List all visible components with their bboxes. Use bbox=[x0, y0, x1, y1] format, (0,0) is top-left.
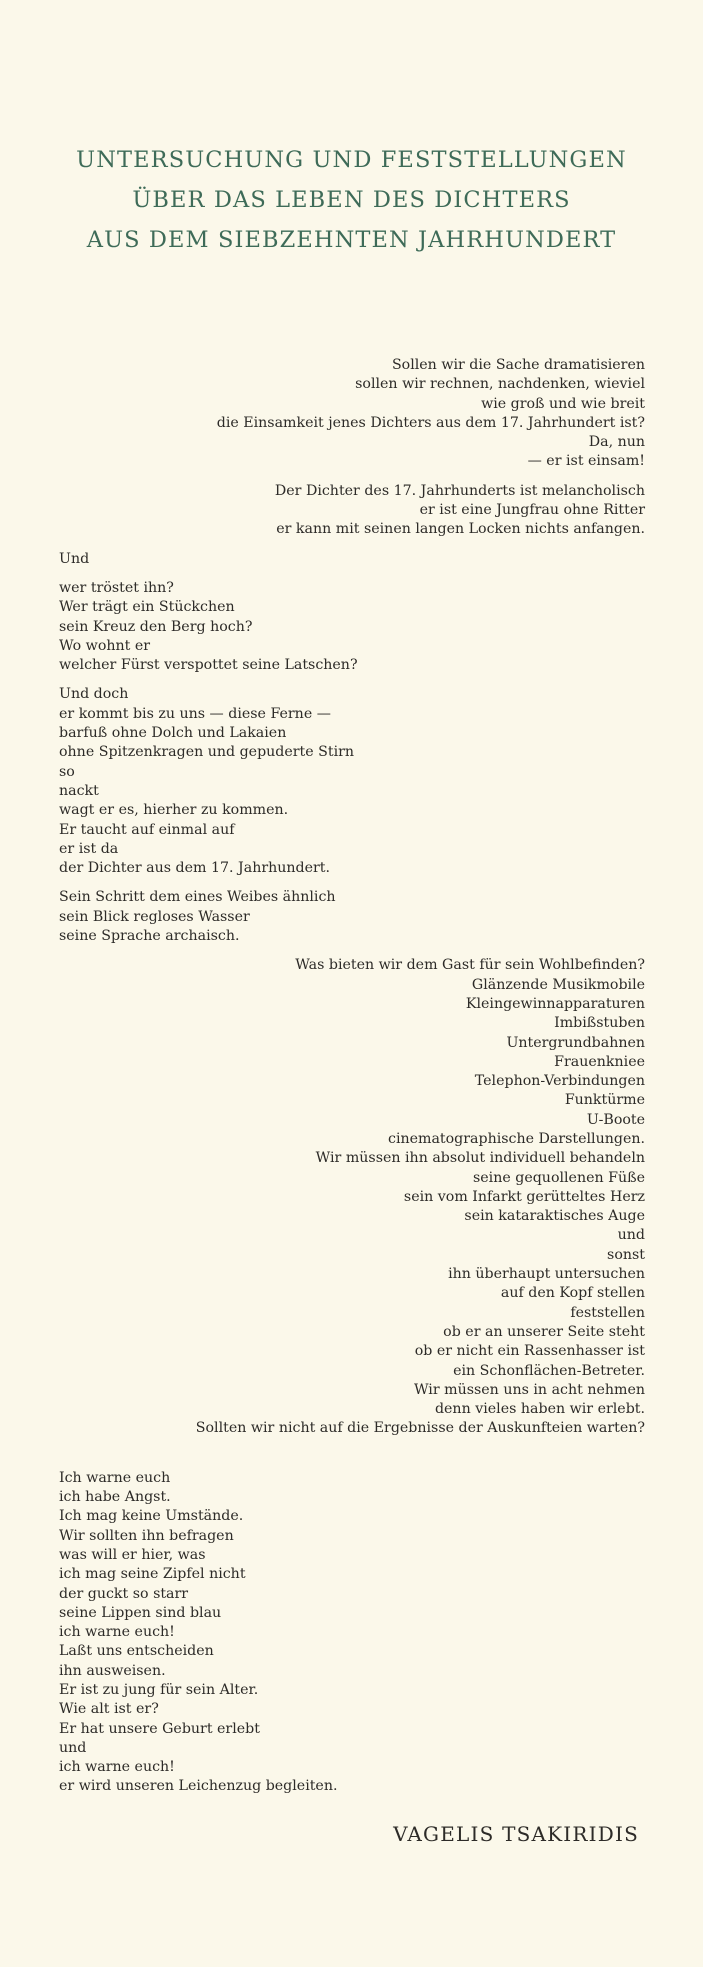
poem-line: ob er nicht ein Rassenhasser ist bbox=[414, 1343, 645, 1360]
poem-line: er ist da bbox=[59, 840, 119, 857]
stanza bbox=[59, 1469, 645, 1797]
poem-line: er kommt bis zu uns — diese Ferne — bbox=[59, 705, 331, 722]
poem-line: und bbox=[59, 1739, 87, 1756]
stanza bbox=[59, 685, 645, 878]
poem-line: Da, nun bbox=[588, 434, 645, 451]
poem-line: Ich mag keine Umstände. bbox=[59, 1508, 244, 1525]
poem-line: Telephon-Verbindungen bbox=[474, 1073, 645, 1090]
poem-line: Wer trägt ein Stückchen bbox=[59, 599, 235, 616]
poem-line: ihn ausweisen. bbox=[59, 1662, 166, 1679]
stanza bbox=[59, 550, 645, 569]
poem-line: Laßt uns entscheiden bbox=[59, 1643, 214, 1660]
author-name: VAGELIS TSAKIRIDIS bbox=[393, 1822, 639, 1846]
poem-line: sein kataraktisches Auge bbox=[464, 1208, 645, 1225]
poem-line: nackt bbox=[59, 782, 99, 799]
stanza bbox=[59, 888, 645, 946]
poem-line: ich warne euch! bbox=[59, 1624, 175, 1641]
poem-line: U-Boote bbox=[586, 1111, 645, 1128]
poem-line: Sollen wir die Sache dramatisieren bbox=[391, 357, 645, 373]
poem-line: sein vom Infarkt gerütteltes Herz bbox=[403, 1188, 645, 1205]
poem-line: Ich warne euch bbox=[59, 1469, 171, 1486]
poem-line: Wo wohnt er bbox=[59, 637, 151, 654]
poem-line: Sein Schritt dem eines Weibes ähnlich bbox=[59, 889, 336, 906]
poem-line: Untergrundbahnen bbox=[506, 1034, 645, 1051]
poem-line: ich habe Angst. bbox=[59, 1489, 171, 1506]
poem-line: seine Sprache archaisch. bbox=[59, 928, 240, 945]
stanza bbox=[59, 356, 645, 472]
poem-line: wagt er es, hierher zu kommen. bbox=[59, 802, 289, 819]
poem-line: er ist eine Jungfrau ohne Ritter bbox=[419, 502, 645, 519]
poem-line: so bbox=[59, 763, 75, 780]
poem-line: wie groß und wie breit bbox=[481, 395, 645, 412]
poem-line: was will er hier, was bbox=[59, 1546, 206, 1563]
poem-line: wer tröstet ihn? bbox=[59, 579, 174, 596]
poem-line: Wir sollten ihn befragen bbox=[59, 1527, 234, 1544]
poem-line: Kleingewinnapparaturen bbox=[465, 995, 645, 1012]
poem-line: Glänzende Musikmobile bbox=[471, 976, 645, 993]
poem-line: barfuß ohne Dolch und Lakaien bbox=[59, 725, 287, 742]
poem-line: ob er an unserer Seite steht bbox=[443, 1323, 645, 1340]
poem-line: ich warne euch! bbox=[59, 1759, 175, 1776]
poem-line: Wie alt ist er? bbox=[59, 1701, 159, 1718]
poem-line: Sollten wir nicht auf die Ergebnisse der Auskunfteien warten? bbox=[195, 1420, 645, 1437]
poem-line: Und doch bbox=[59, 686, 129, 703]
poem-line: Wir müssen ihn absolut individuell behandeln bbox=[315, 1150, 645, 1167]
poem-title bbox=[0, 140, 703, 260]
poem-line: Er hat unsere Geburt erlebt bbox=[59, 1720, 260, 1737]
title-line: ÜBER DAS LEBEN DES DICHTERS bbox=[132, 187, 571, 213]
poem-line: Wir müssen uns in acht nehmen bbox=[413, 1381, 645, 1398]
poem-line: die Einsamkeit jenes Dichters aus dem 17. Jahrhundert ist? bbox=[216, 414, 645, 431]
poem-line: er kann mit seinen langen Locken nichts anfangen. bbox=[276, 521, 645, 538]
poem-line: Er taucht auf einmal auf bbox=[59, 821, 235, 838]
poem-line: ihn überhaupt untersuchen bbox=[448, 1266, 645, 1283]
poem-line: und bbox=[617, 1227, 645, 1244]
poem-line: Funktürme bbox=[564, 1092, 645, 1109]
poem-line: ohne Spitzenkragen und gepuderte Stirn bbox=[59, 744, 355, 761]
stanza bbox=[59, 956, 645, 1438]
poem-line: seine Lippen sind blau bbox=[59, 1604, 222, 1621]
poem-line: — er ist einsam! bbox=[527, 453, 645, 470]
poem-line: er wird unseren Leichenzug begleiten. bbox=[59, 1778, 338, 1795]
poem-line: seine gequollenen Füße bbox=[472, 1169, 645, 1186]
poem-line: Frauenkniee bbox=[554, 1053, 645, 1070]
poem-line: cinematographische Darstellungen. bbox=[388, 1130, 645, 1147]
poem-line: welcher Fürst verspottet seine Latschen? bbox=[59, 657, 358, 674]
poem-line: sein Kreuz den Berg hoch? bbox=[59, 618, 253, 635]
poem-body bbox=[59, 356, 645, 1797]
poem-line: Er ist zu jung für sein Alter. bbox=[59, 1682, 259, 1698]
stanza bbox=[59, 482, 645, 540]
poem-line: Imbißstuben bbox=[554, 1015, 645, 1032]
title-line: UNTERSUCHUNG UND FESTSTELLUNGEN bbox=[76, 147, 627, 173]
title-line: AUS DEM SIEBZEHNTEN JAHRHUNDERT bbox=[86, 227, 617, 253]
poem-line: ich mag seine Zipfel nicht bbox=[59, 1566, 246, 1583]
stanza bbox=[59, 579, 645, 675]
poem-line: sollen wir rechnen, nachdenken, wieviel bbox=[355, 376, 645, 393]
poem-line: denn vieles haben wir erlebt. bbox=[434, 1401, 645, 1418]
poem-line: der Dichter aus dem 17. Jahrhundert. bbox=[59, 860, 331, 877]
poem-line: auf den Kopf stellen bbox=[500, 1285, 645, 1302]
poem-line: sein Blick regloses Wasser bbox=[59, 908, 250, 925]
poem-line: feststellen bbox=[570, 1304, 645, 1321]
poem-line: Was bieten wir dem Gast für sein Wohlbefinden? bbox=[295, 957, 645, 974]
poem-line: ein Schonflächen-Betreter. bbox=[453, 1362, 645, 1379]
poem-line: Der Dichter des 17. Jahrhunderts ist melancholisch bbox=[274, 482, 645, 499]
poem-line: der guckt so starr bbox=[59, 1585, 189, 1602]
poem-line: Und bbox=[59, 550, 90, 567]
poem-line: sonst bbox=[607, 1246, 645, 1263]
